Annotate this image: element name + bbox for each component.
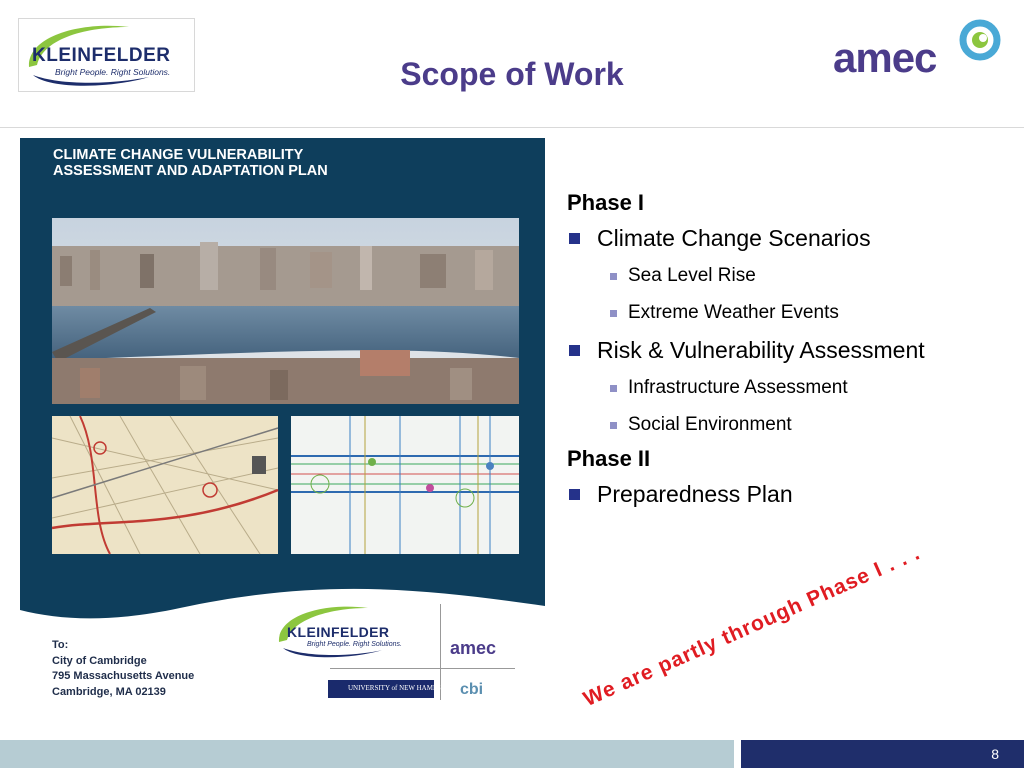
address-to-label: To:	[52, 639, 69, 651]
phase-1-heading: Phase I	[567, 190, 645, 215]
square-subbullet-icon	[610, 385, 617, 392]
subbullet-label: Social Environment	[628, 414, 792, 435]
cover-unh-wordmark: UNIVERSITY of NEW HAMPSHIRE	[348, 684, 458, 692]
square-bullet-icon	[569, 345, 580, 356]
square-subbullet-icon	[610, 422, 617, 429]
header-divider	[0, 127, 1024, 128]
subbullet-label: Sea Level Rise	[628, 265, 756, 286]
amec-wordmark: amec	[833, 34, 937, 81]
footer-bar-light	[0, 740, 734, 768]
cover-kleinfelder-tagline: Bright People. Right Solutions.	[307, 641, 402, 648]
cover-kleinfelder-logo	[273, 602, 433, 662]
page-number: 8	[991, 746, 999, 762]
bullet-label: Risk & Vulnerability Assessment	[597, 337, 925, 363]
cover-address	[52, 638, 194, 700]
amec-swirl-icon	[958, 18, 1003, 63]
cover-amec-logo: amec	[450, 638, 497, 658]
subbullet-sea-level-rise	[567, 257, 1017, 294]
report-cover	[20, 138, 545, 718]
scope-bullet-list	[567, 187, 1017, 513]
address-line-3: Cambridge, MA 02139	[52, 685, 166, 698]
city-river-photo	[52, 218, 519, 404]
subbullet-extreme-weather-events	[567, 294, 1017, 331]
progress-annotation: We are partly through Phase I . . .	[580, 541, 924, 712]
address-line-1: City of Cambridge	[52, 654, 147, 667]
street-map-image	[52, 416, 278, 554]
square-subbullet-icon	[610, 310, 617, 317]
amec-logo	[833, 18, 1003, 80]
bullet-risk-vulnerability-assessment	[567, 331, 1017, 369]
cover-cbi-logo: cbi	[460, 681, 484, 698]
square-bullet-icon	[569, 233, 580, 244]
subbullet-infrastructure-assessment	[567, 369, 1017, 406]
engineering-plan-image	[291, 416, 519, 554]
phase-2-heading: Phase II	[567, 446, 651, 471]
kleinfelder-wordmark: KLEINFELDER	[32, 45, 171, 66]
cover-kleinfelder-wordmark: KLEINFELDER	[287, 624, 390, 640]
subbullet-label: Extreme Weather Events	[628, 302, 839, 323]
square-bullet-icon	[569, 489, 580, 500]
cover-title-line-2: ASSESSMENT AND ADAPTATION PLAN	[53, 163, 328, 179]
subbullet-social-environment	[567, 406, 1017, 443]
bullet-preparedness-plan	[567, 475, 1017, 513]
cover-title-line-1: CLIMATE CHANGE VULNERABILITY	[53, 147, 304, 163]
subbullet-label: Infrastructure Assessment	[628, 377, 848, 398]
cover-logo-divider-horizontal	[330, 668, 515, 669]
address-line-2: 795 Massachusetts Avenue	[52, 670, 195, 682]
bullet-label: Climate Change Scenarios	[597, 225, 871, 251]
cover-title	[53, 147, 453, 179]
cover-unh-logo	[328, 680, 458, 698]
square-subbullet-icon	[610, 273, 617, 280]
slide-title: Scope of Work	[400, 56, 624, 92]
footer-bar-dark	[741, 740, 1024, 768]
kleinfelder-tagline: Bright People. Right Solutions.	[55, 67, 171, 77]
bullet-climate-change-scenarios	[567, 219, 1017, 257]
bullet-label: Preparedness Plan	[597, 481, 793, 507]
